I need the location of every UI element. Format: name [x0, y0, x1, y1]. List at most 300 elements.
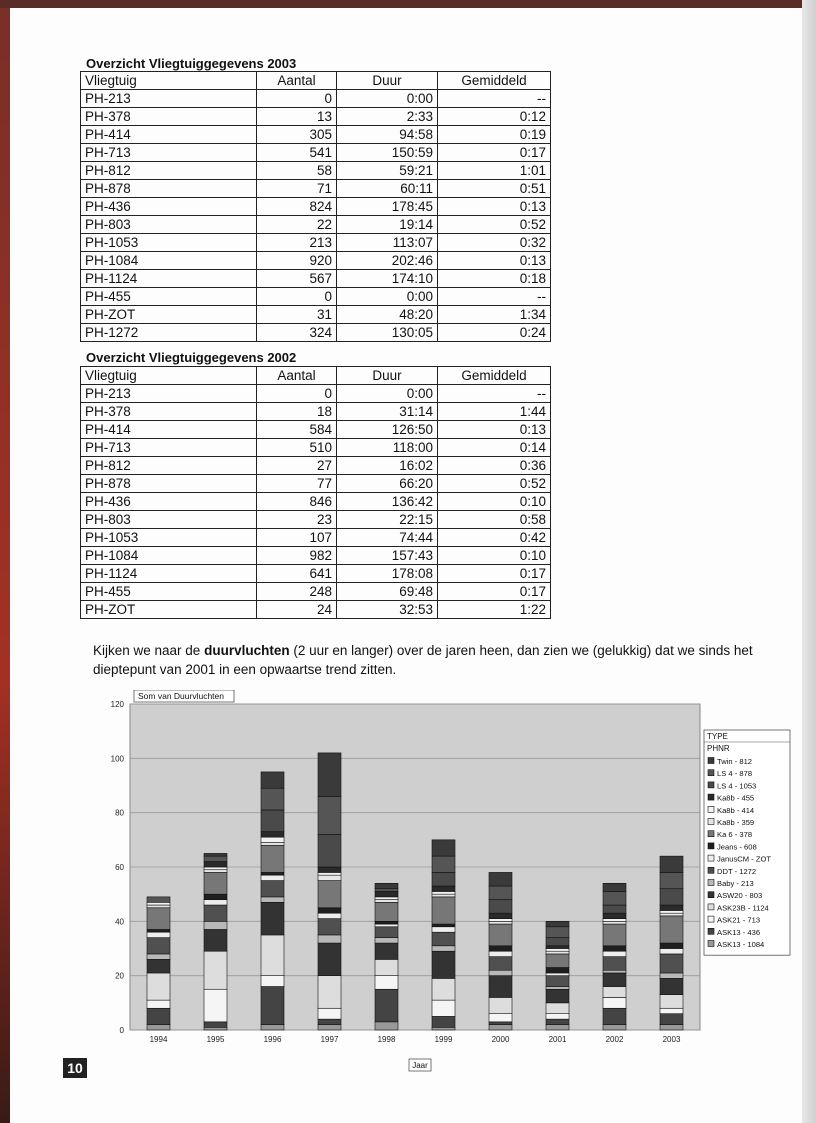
table-cell: 824 [257, 198, 337, 216]
bar-segment [489, 913, 512, 918]
table-cell: -- [438, 90, 551, 108]
table-row [81, 583, 551, 601]
table-cell: 1:22 [438, 601, 551, 619]
bar-segment [603, 913, 626, 918]
bar-segment [318, 1019, 341, 1024]
page-number: 10 [63, 1058, 87, 1078]
bar-segment [147, 905, 170, 908]
legend-swatch [708, 770, 714, 776]
bar-segment [546, 946, 569, 949]
bar-segment [261, 772, 284, 788]
legend-entry: ASW20 - 803 [717, 891, 763, 901]
table-cell: 0:14 [438, 439, 551, 457]
table-cell: 22 [257, 216, 337, 234]
table-cell: 248 [257, 583, 337, 601]
table-cell: 0 [257, 90, 337, 108]
table-cell: 178:08 [337, 565, 438, 583]
bar-segment [660, 973, 683, 978]
bar-segment [546, 951, 569, 954]
legend-swatch [708, 867, 714, 873]
bar-segment [489, 921, 512, 924]
bar-segment [432, 978, 455, 1000]
x-tick-label: 1997 [320, 1035, 339, 1044]
table-cell: 16:02 [337, 457, 438, 475]
table-cell: 0:00 [337, 385, 438, 403]
column-header: Vliegtuig [81, 72, 257, 90]
legend-title: TYPE [707, 732, 728, 741]
bar-segment [318, 935, 341, 943]
x-tick-label: 2002 [605, 1035, 624, 1044]
table-row [81, 403, 551, 421]
x-tick-label: 2001 [548, 1035, 567, 1044]
bar-segment [261, 976, 284, 987]
table-row [81, 475, 551, 493]
table-cell: 136:42 [337, 493, 438, 511]
table-cell: PH-436 [81, 493, 257, 511]
legend-entry: DDT - 1272 [717, 866, 757, 876]
table-cell: 113:07 [337, 234, 438, 252]
table-row [81, 288, 551, 306]
bar-segment [603, 946, 626, 951]
table-cell: 32:53 [337, 601, 438, 619]
table-cell: PH-213 [81, 385, 257, 403]
column-header: Gemiddeld [438, 367, 551, 385]
bar-segment [318, 796, 341, 834]
table-row [81, 234, 551, 252]
table-cell: PH-1053 [81, 529, 257, 547]
table-2002-title: Overzicht Vliegtuiggegevens 2002 [86, 350, 297, 365]
bar-segment [660, 889, 683, 905]
table-cell: 0:58 [438, 511, 551, 529]
bar-segment [147, 929, 170, 932]
bar-segment [489, 886, 512, 900]
bar-segment [204, 1027, 227, 1030]
bar-segment [489, 1022, 512, 1025]
bar-segment [432, 932, 455, 946]
table-cell: 0:17 [438, 583, 551, 601]
table-cell: 0:13 [438, 421, 551, 439]
bar-segment [432, 1027, 455, 1030]
y-tick-label: 0 [119, 1026, 124, 1035]
table-cell: 1:34 [438, 306, 551, 324]
paragraph-text-start: Kijken we naar de [93, 643, 205, 658]
table-cell: 0:17 [438, 565, 551, 583]
table-row [81, 162, 551, 180]
bar-segment [204, 867, 227, 870]
legend-subtitle: PHNR [707, 744, 730, 753]
table-cell: PH-1084 [81, 252, 257, 270]
bar-segment [204, 989, 227, 1022]
bar-segment [546, 989, 569, 1003]
table-cell: PH-1272 [81, 324, 257, 342]
legend-entry: Jeans - 608 [717, 842, 757, 852]
legend-entry: ASK13 - 436 [717, 927, 761, 937]
table-cell: PH-812 [81, 162, 257, 180]
table-row [81, 439, 551, 457]
bar-segment [489, 1014, 512, 1022]
column-header: Vliegtuig [81, 367, 257, 385]
bar-segment [546, 1019, 569, 1024]
y-tick-label: 20 [115, 971, 124, 981]
table-cell: 0:00 [337, 288, 438, 306]
bar-segment [318, 1025, 341, 1030]
table-cell: PH-812 [81, 457, 257, 475]
table-cell: 584 [257, 421, 337, 439]
bar-segment [660, 1025, 683, 1030]
bar-segment [489, 951, 512, 956]
bar-segment [261, 810, 284, 832]
body-paragraph [93, 641, 793, 679]
bar-segment [546, 954, 569, 968]
legend-swatch [708, 819, 714, 825]
table-cell: 1:01 [438, 162, 551, 180]
bar-segment [546, 976, 569, 987]
bar-segment [432, 946, 455, 951]
bar-segment [660, 913, 683, 916]
column-header: Aantal [257, 367, 337, 385]
table-cell: -- [438, 385, 551, 403]
table-cell: 0:13 [438, 252, 551, 270]
bar-segment [375, 938, 398, 943]
table-cell: PH-1124 [81, 565, 257, 583]
table-2003-title: Overzicht Vliegtuiggegevens 2003 [86, 56, 297, 71]
table-row [81, 385, 551, 403]
x-tick-label: 1996 [263, 1035, 282, 1044]
bar-segment [204, 929, 227, 951]
bar-segment [375, 883, 398, 888]
bar-segment [147, 954, 170, 959]
table-cell: PH-713 [81, 144, 257, 162]
paragraph-text-end: (2 uur en langer) over de jaren heen, dan zien we (gelukkig) dat we sinds het dieptepunt van 2001 in een opwaartse trend zitten. [93, 643, 753, 677]
bar-segment [318, 867, 341, 872]
bar-segment [375, 989, 398, 1022]
bar-segment [603, 919, 626, 922]
bar-segment [603, 921, 626, 924]
bar-segment [603, 970, 626, 973]
bar-segment [375, 902, 398, 921]
table-cell: 0:42 [438, 529, 551, 547]
chart-title: Som van Duurvluchten [138, 691, 224, 701]
bar-segment [660, 905, 683, 910]
bar-segment [603, 973, 626, 987]
table-cell: 0:13 [438, 198, 551, 216]
table-cell: PH-378 [81, 403, 257, 421]
bar-segment [546, 973, 569, 976]
bar-segment [546, 927, 569, 938]
legend-entry: Ka 6 - 378 [717, 830, 753, 840]
legend-entry: Twin - 812 [717, 757, 753, 766]
table-cell: 0 [257, 288, 337, 306]
table-cell: 23 [257, 511, 337, 529]
table-cell: 0:52 [438, 475, 551, 493]
bar-segment [261, 875, 284, 880]
bar-segment [204, 894, 227, 899]
table-cell: 118:00 [337, 439, 438, 457]
table-row [81, 529, 551, 547]
table-cell: 510 [257, 439, 337, 457]
bar-segment [204, 951, 227, 989]
bar-segment [375, 943, 398, 959]
bar-segment [660, 1008, 683, 1013]
table-cell: 77 [257, 475, 337, 493]
table-cell: PH-878 [81, 180, 257, 198]
table-cell: 66:20 [337, 475, 438, 493]
table-cell: 31 [257, 306, 337, 324]
table-cell: 59:21 [337, 162, 438, 180]
bar-segment [318, 1008, 341, 1019]
bar-segment [318, 834, 341, 867]
bar-segment [489, 970, 512, 975]
legend-swatch [708, 855, 714, 861]
table-cell: 69:48 [337, 583, 438, 601]
bar-segment [432, 924, 455, 927]
x-tick-label: 1998 [377, 1035, 396, 1044]
bar-segment [147, 902, 170, 905]
table-row [81, 252, 551, 270]
table-cell: 94:58 [337, 126, 438, 144]
table-cell: 126:50 [337, 421, 438, 439]
bar-segment [660, 949, 683, 954]
table-cell: -- [438, 288, 551, 306]
table-cell: 920 [257, 252, 337, 270]
table-row [81, 547, 551, 565]
legend-swatch [708, 831, 714, 837]
legend-entry: ASK21 - 713 [717, 915, 761, 925]
legend-swatch [708, 843, 714, 849]
bar-segment [318, 908, 341, 913]
bar-segment [546, 1014, 569, 1019]
table-cell: 18 [257, 403, 337, 421]
x-tick-label: 1995 [206, 1035, 225, 1044]
table-cell: 107 [257, 529, 337, 547]
bar-segment [261, 837, 284, 842]
legend-swatch [708, 806, 714, 812]
bar-segment [603, 997, 626, 1008]
table-cell: 0:19 [438, 126, 551, 144]
table-cell: 0:24 [438, 324, 551, 342]
bar-segment [546, 949, 569, 952]
bar-segment [147, 938, 170, 954]
table-cell: 982 [257, 547, 337, 565]
bar-segment [204, 921, 227, 929]
table-cell: 0:00 [337, 90, 438, 108]
table-cell: PH-436 [81, 198, 257, 216]
table-cell: 641 [257, 565, 337, 583]
bar-segment [546, 987, 569, 990]
table-row [81, 324, 551, 342]
bar-segment [432, 1016, 455, 1027]
bar-segment [489, 997, 512, 1013]
table-cell: 1:44 [438, 403, 551, 421]
bar-segment [204, 900, 227, 905]
table-cell: 174:10 [337, 270, 438, 288]
y-tick-label: 80 [115, 808, 124, 818]
table-cell: PH-ZOT [81, 306, 257, 324]
bar-segment [204, 862, 227, 867]
bar-segment [147, 959, 170, 973]
table-cell: 202:46 [337, 252, 438, 270]
bar-segment [660, 856, 683, 872]
table-cell: PH-414 [81, 126, 257, 144]
table-cell: PH-455 [81, 583, 257, 601]
bar-segment [660, 978, 683, 994]
bar-segment [489, 924, 512, 946]
y-tick-label: 100 [110, 754, 124, 764]
bar-segment [261, 897, 284, 902]
bar-segment [660, 954, 683, 973]
table-row [81, 457, 551, 475]
bar-segment [660, 872, 683, 888]
legend-entry: Ka8b - 455 [717, 793, 755, 803]
table-row [81, 601, 551, 619]
table-cell: PH-803 [81, 216, 257, 234]
bar-segment [432, 951, 455, 978]
table-cell: PH-878 [81, 475, 257, 493]
table-cell: 2:33 [337, 108, 438, 126]
page-edge-right [802, 0, 816, 1123]
table-cell: 31:14 [337, 403, 438, 421]
table-row [81, 565, 551, 583]
table-cell: 0:32 [438, 234, 551, 252]
legend-entry: LS 4 - 878 [717, 769, 753, 779]
table-cell: 71 [257, 180, 337, 198]
bar-segment [204, 905, 227, 921]
bar-segment [261, 788, 284, 810]
bar-segment [318, 976, 341, 1009]
table-cell: 48:20 [337, 306, 438, 324]
table-cell: PH-ZOT [81, 601, 257, 619]
bar-segment [375, 900, 398, 903]
bar-segment [603, 1025, 626, 1030]
bar-segment [489, 872, 512, 886]
bar-segment [432, 1000, 455, 1016]
bar-segment [546, 921, 569, 926]
bar-segment [261, 843, 284, 846]
legend-swatch [708, 916, 714, 922]
bar-segment [375, 1022, 398, 1030]
bar-segment [432, 886, 455, 891]
legend-entry: ASK23B - 1124 [717, 903, 769, 913]
bar-segment [603, 905, 626, 913]
table-row [81, 108, 551, 126]
table-cell: 22:15 [337, 511, 438, 529]
legend-swatch [708, 758, 714, 764]
bar-segment [318, 913, 341, 918]
bar-segment [546, 968, 569, 973]
legend-swatch [708, 904, 714, 910]
bar-segment [204, 856, 227, 861]
bar-segment [432, 856, 455, 872]
bar-segment [660, 995, 683, 1009]
table-cell: PH-803 [81, 511, 257, 529]
table-cell: PH-378 [81, 108, 257, 126]
table-2003 [80, 71, 551, 342]
table-row [81, 421, 551, 439]
bar-segment [489, 900, 512, 914]
x-tick-label: 1994 [149, 1035, 168, 1044]
bar-segment [375, 959, 398, 975]
column-header: Gemiddeld [438, 72, 551, 90]
table-row [81, 180, 551, 198]
table-cell: PH-213 [81, 90, 257, 108]
bar-segment [375, 889, 398, 892]
bar-segment [204, 872, 227, 894]
bar-segment [375, 927, 398, 938]
legend-entry: Ka8b - 414 [717, 805, 755, 815]
bar-segment [375, 897, 398, 900]
table-cell: 541 [257, 144, 337, 162]
legend-swatch [708, 941, 714, 947]
bar-segment [660, 1014, 683, 1025]
table-cell: 74:44 [337, 529, 438, 547]
table-cell: 13 [257, 108, 337, 126]
x-tick-label: 2000 [491, 1035, 510, 1044]
table-cell: PH-1053 [81, 234, 257, 252]
bar-segment [261, 832, 284, 837]
bar-segment [489, 957, 512, 971]
bar-segment [546, 1003, 569, 1014]
table-cell: 58 [257, 162, 337, 180]
bar-segment [204, 1022, 227, 1027]
table-cell: 24 [257, 601, 337, 619]
bar-segment [375, 976, 398, 990]
bar-segment [432, 894, 455, 897]
bar-segment [204, 853, 227, 856]
table-row [81, 306, 551, 324]
bar-segment [489, 919, 512, 922]
bar-segment [546, 1025, 569, 1030]
bar-segment [489, 946, 512, 951]
bar-segment [432, 897, 455, 924]
page-edge-left [0, 8, 10, 1123]
bar-segment [603, 883, 626, 891]
bar-segment [603, 924, 626, 946]
bar-segment [147, 1000, 170, 1008]
table-2002-header-row [81, 367, 551, 385]
bar-segment [147, 908, 170, 930]
table-cell: 157:43 [337, 547, 438, 565]
table-cell: 846 [257, 493, 337, 511]
table-cell: 0:36 [438, 457, 551, 475]
bar-segment [603, 957, 626, 971]
bar-segment [603, 987, 626, 998]
table-cell: PH-455 [81, 288, 257, 306]
table-cell: 0:10 [438, 547, 551, 565]
bar-segment [432, 872, 455, 886]
y-tick-label: 40 [115, 917, 124, 927]
table-row [81, 511, 551, 529]
bar-segment [261, 902, 284, 935]
table-row [81, 198, 551, 216]
table-cell: 150:59 [337, 144, 438, 162]
bar-segment [660, 943, 683, 948]
bar-segment [318, 881, 341, 908]
paragraph-bold-term: duurvluchten [204, 643, 290, 658]
bar-segment [603, 951, 626, 956]
legend-entry: Ka8b - 359 [717, 818, 755, 827]
legend-swatch [708, 782, 714, 788]
table-cell: 0:52 [438, 216, 551, 234]
table-cell: PH-713 [81, 439, 257, 457]
table-cell: PH-1124 [81, 270, 257, 288]
table-cell: 130:05 [337, 324, 438, 342]
table-cell: 19:14 [337, 216, 438, 234]
legend-swatch [708, 892, 714, 898]
x-axis-label: Jaar [412, 1061, 428, 1070]
bar-segment [660, 916, 683, 943]
legend-swatch [708, 880, 714, 886]
bar-segment [318, 943, 341, 976]
